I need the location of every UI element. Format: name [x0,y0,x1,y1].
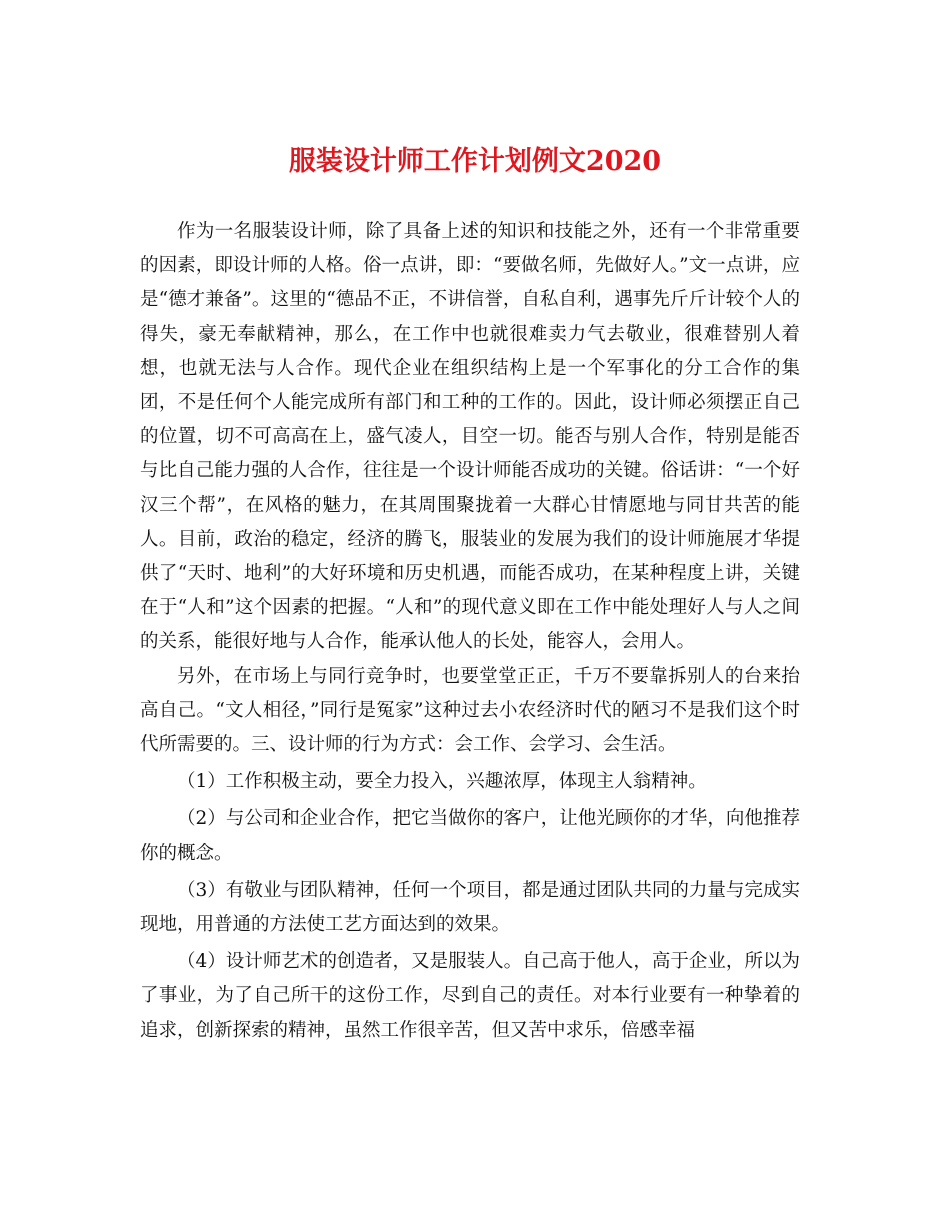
paragraph-intro: 作为一名服装设计师，除了具备上述的知识和技能之外，还有一个非常重要的因素，即设计师的人格。俗一点讲，即：“要做名师，先做好人。”文一点讲，应是“德才兼备”。这里的“德品不正，不讲信誉，自私自利，遇事先斤斤计较个人的得失，豪无奉献精神，那么，在工作中也就很难卖力气去敬业，很难替别人着想，也就无法与人合作。现代企业在组织结构上是一个军事化的分工合作的集团，不是任何个人能完成所有部门和工种的工作的。因此，设计师必须摆正自己的位置，切不可高高在上，盛气凌人，目空一切。能否与别人合作，特别是能否与比自己能力强的人合作，往往是一个设计师能否成功的关键。俗话讲：“一个好汉三个帮”，在风格的魅力，在其周围聚拢着一大群心甘情愿地与同甘共苦的能人。目前，政治的稳定，经济的腾飞，服装业的发展为我们的设计师施展才华提供了“天时、地利”的大好环境和历史机遇，而能否成功，在某种程度上讲，关键在于“人和”这个因素的把握。“人和”的现代意义即在工作中能处理好人与人之间的关系，能很好地与人合作，能承认他人的长处，能容人，会用人。 [140,221,800,653]
paragraph-competition: 另外，在市场上与同行竞争时，也要堂堂正正，千万不要靠拆别人的台来抬高自己。“文人相径，”同行是冤家”这种过去小农经济时代的陋习不是我们这个时代所需要的。三、设计师的行为方式：会工作、会学习、会生活。 [140,665,800,756]
document-body [140,215,800,1048]
document-title: 服装设计师工作计划例文2020 [288,146,662,177]
list-item-1: （1）工作积极主动，要全力投入，兴趣浓厚，体现主人翁精神。 [177,771,707,793]
list-item-4: （4）设计师艺术的创造者，又是服装人。自己高于他人，高于企业，所以为了事业，为了自己所干的这份工作，尽到自己的责任。对本行业要有一种挚着的追求，创新探索的精神，虽然工作很辛苦，但又苦中求乐，倍感幸福 [140,951,800,1041]
list-item-3: （3）有敬业与团队精神，任何一个项目，都是通过团队共同的力量与完成实现地，用普通的方法使工艺方面达到的效果。 [140,879,800,936]
list-item-2: （2）与公司和企业合作，把它当做你的客户，让他光顾你的才华，向他推荐你的概念。 [140,808,800,864]
